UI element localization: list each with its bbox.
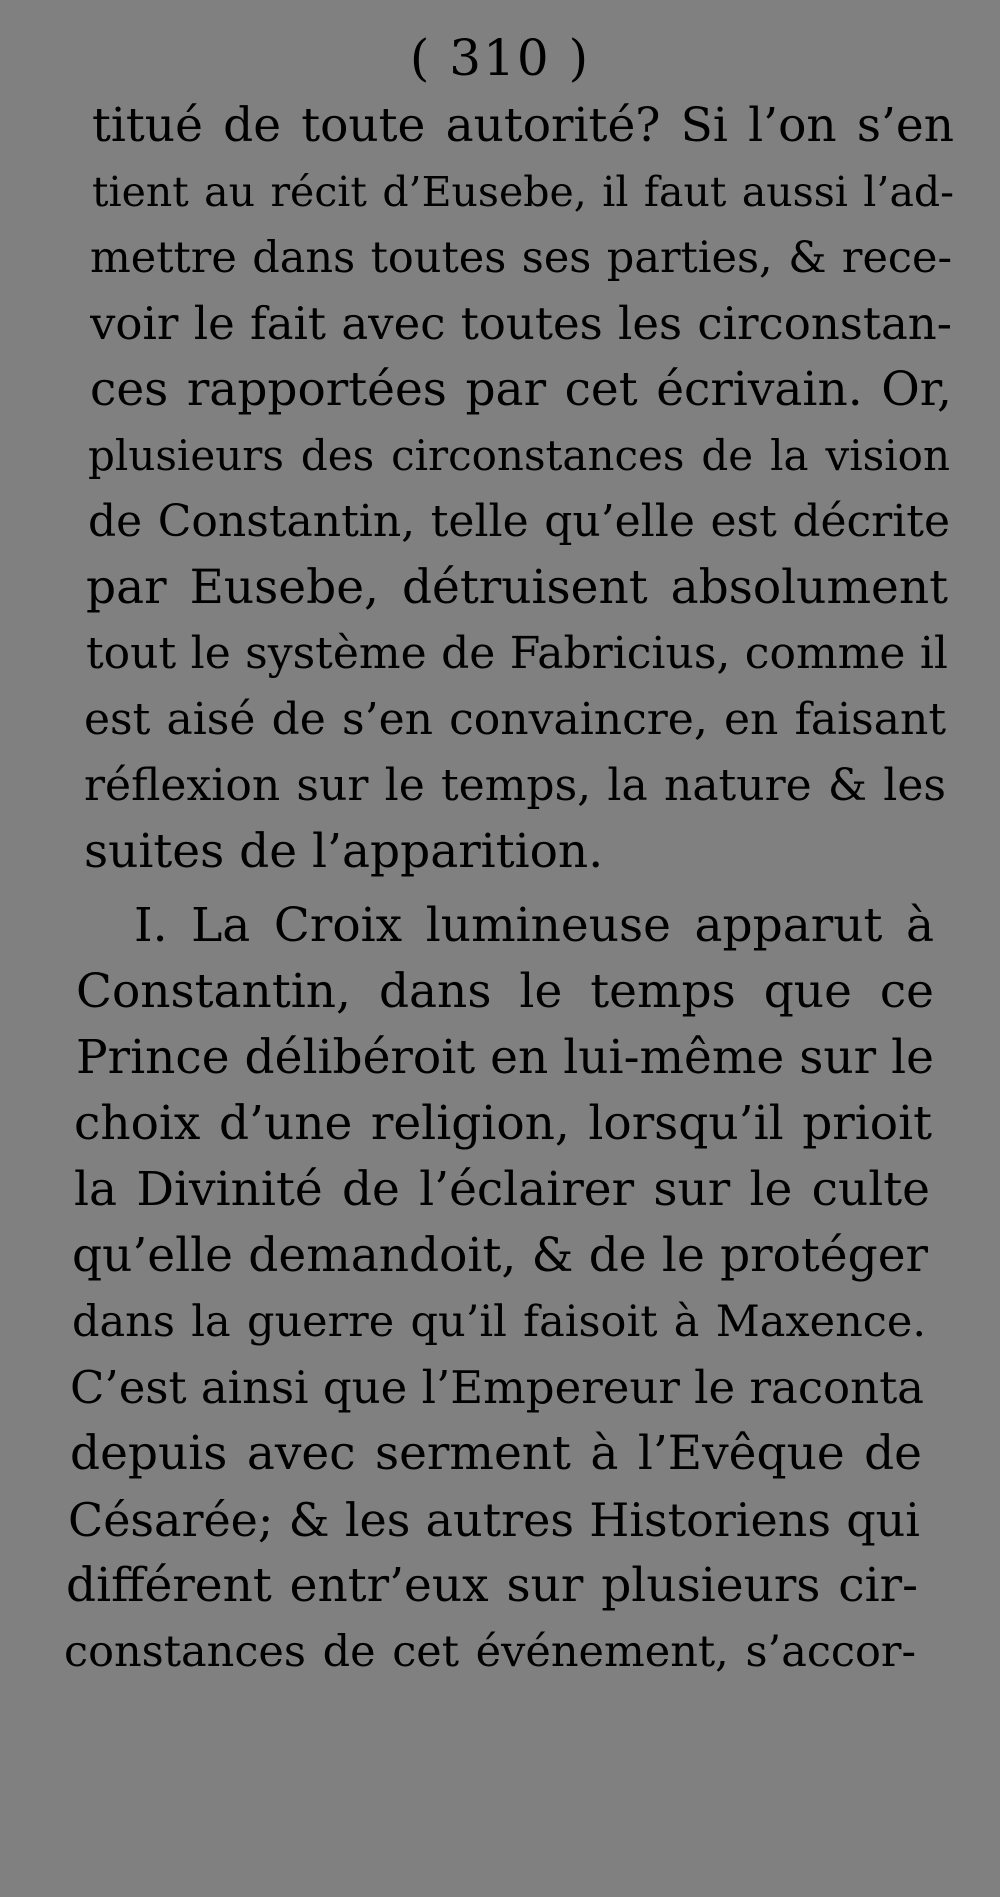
text-line-1: titué de toute autorité? Si l’on s’en bbox=[92, 98, 954, 153]
text-line-17: la Divinité de l’éclairer sur le culte bbox=[74, 1162, 930, 1217]
text-line-24: constances de cet événement, s’accor- bbox=[64, 1627, 916, 1677]
text-line-11: réflexion sur le temps, la nature & les bbox=[84, 760, 946, 811]
text-line-19: dans la guerre qu’il faisoit à Maxence. bbox=[72, 1297, 926, 1347]
text-line-23: différent entr’eux sur plusieurs cir- bbox=[66, 1558, 918, 1613]
text-line-21: depuis avec serment à l’Evêque de bbox=[70, 1426, 922, 1481]
text-line-9: tout le système de Fabricius, comme il bbox=[86, 628, 948, 679]
text-line-10: est aisé de s’en convaincre, en faisant bbox=[84, 694, 946, 745]
text-line-13: I. La Croix lumineuse apparut à bbox=[134, 898, 934, 953]
text-line-5: ces rapportées par cet écrivain. Or, bbox=[90, 362, 952, 417]
page-number: ( 310 ) bbox=[409, 29, 591, 87]
text-line-20: C’est ainsi que l’Empereur le raconta bbox=[70, 1361, 924, 1414]
text-line-2: tient au récit d’Eusebe, il faut aussi l’ad- bbox=[92, 168, 954, 216]
text-line-7: de Constantin, telle qu’elle est décrite bbox=[88, 496, 950, 547]
text-line-8: par Eusebe, détruisent absolument bbox=[86, 560, 948, 615]
text-line-3: mettre dans toutes ses parties, & rece- bbox=[90, 233, 952, 283]
text-line-18: qu’elle demandoit, & de le protéger bbox=[72, 1228, 928, 1283]
text-line-15: Prince délibéroit en lui-même sur le bbox=[76, 1030, 934, 1085]
text-line-6: plusieurs des circonstances de la vision bbox=[88, 431, 950, 480]
text-line-22: Césarée; & les autres Historiens qui bbox=[68, 1493, 920, 1547]
text-line-12: suites de l’apparition. bbox=[84, 824, 604, 879]
text-line-14: Constantin, dans le temps que ce bbox=[76, 964, 934, 1019]
text-line-16: choix d’une religion, lorsqu’il prioit bbox=[74, 1096, 932, 1151]
text-line-4: voir le fait avec toutes les circonstan- bbox=[90, 297, 952, 350]
